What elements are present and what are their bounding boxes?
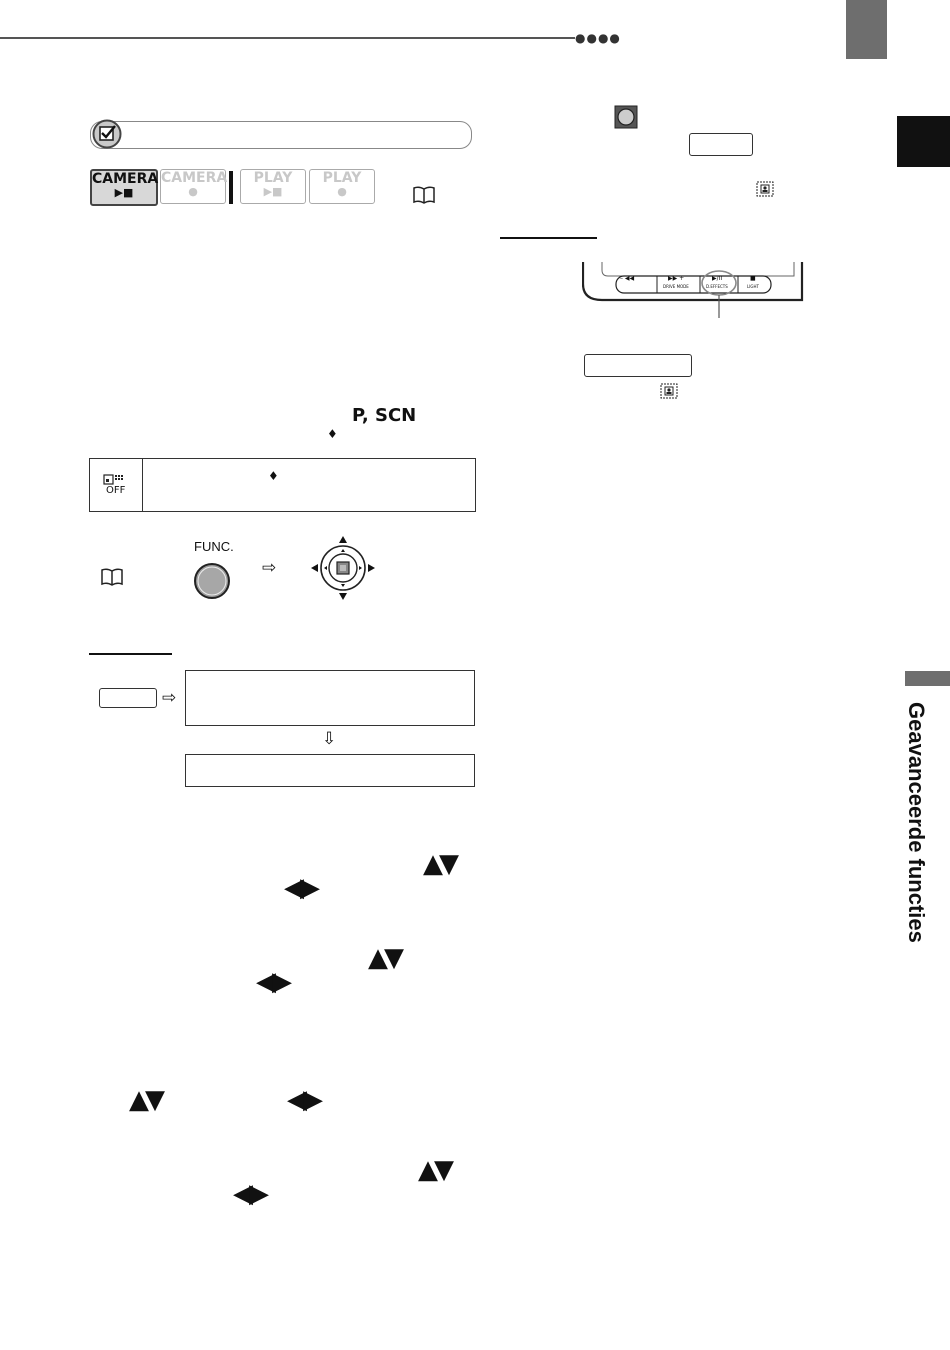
menu-button-icon [689,133,753,156]
header-dots: ●●●● [575,31,621,45]
table-icon-cell [90,459,143,511]
mode-label: CAMERA [92,171,159,187]
panel-label-4: LIGHT [747,284,759,289]
mode-camera-photo [160,169,226,204]
mode-label: PLAY [253,170,293,186]
section-title [897,702,937,962]
panel-button-3: ▶/II [712,275,723,282]
up-down-icon: ▲▼ [423,849,455,879]
panel-button-1: – ◀◀ [620,275,635,282]
diamond-marker: ♦ [327,427,338,441]
effect-icon [660,383,678,399]
joystick-icon [309,534,377,602]
panel-label-2: DRIVE MODE [663,284,689,289]
section-tab-marker [905,671,950,686]
camera-icon: ● [337,185,347,198]
mode-separator [229,171,233,204]
movie-icon: ▶■ [114,186,134,199]
flow-box-top [185,670,475,726]
flow-box-bottom [185,754,475,787]
settings-table [89,458,476,512]
header-rule [0,37,575,39]
camera-button-panel [582,262,804,320]
effect-icon [756,181,774,197]
mode-play-photo [309,169,375,204]
panel-button-2: ▶▶ + [668,275,685,282]
left-right-icon: ◀▶ [284,873,316,903]
book-icon [412,186,436,204]
program-modes: P, SCN [352,405,417,426]
menu-button-icon [99,688,157,708]
func-label: FUNC. [194,539,234,554]
camera-icon: ● [188,185,198,198]
left-right-icon: ◀▶ [256,967,288,997]
up-down-icon: ▲▼ [368,943,400,973]
mode-camera-movie [90,169,158,206]
mode-label: CAMERA [161,170,228,186]
diamond-marker: ♦ [268,469,279,483]
arrow-right-icon: ⇨ [162,688,177,708]
section-title-text: Geavanceerde functies [904,702,929,943]
checkmark-icon [92,119,122,149]
section-underline [89,653,172,655]
left-right-icon: ◀▶ [233,1179,265,1209]
mode-play-movie [240,169,306,204]
up-down-icon: ▲▼ [129,1085,161,1115]
func-button-icon [193,562,231,600]
left-right-icon: ◀▶ [287,1085,319,1115]
section-underline [500,237,597,239]
panel-label-3: D.EFFECTS [706,284,728,289]
panel-button-4: ■ [750,275,756,282]
arrow-down-icon: ⇩ [322,729,337,749]
chapter-tab-top [846,0,887,59]
mode-label: PLAY [322,170,362,186]
joystick-press-icon [614,105,638,129]
movie-icon: ▶■ [263,185,283,198]
table-icon-label: OFF [106,485,126,496]
d-effects-button-icon [584,354,692,377]
up-down-icon: ▲▼ [418,1155,450,1185]
checklist-bar [90,121,472,149]
arrow-right-icon: ⇨ [262,558,277,578]
chapter-tab-marker [897,116,950,167]
book-icon [100,568,124,586]
